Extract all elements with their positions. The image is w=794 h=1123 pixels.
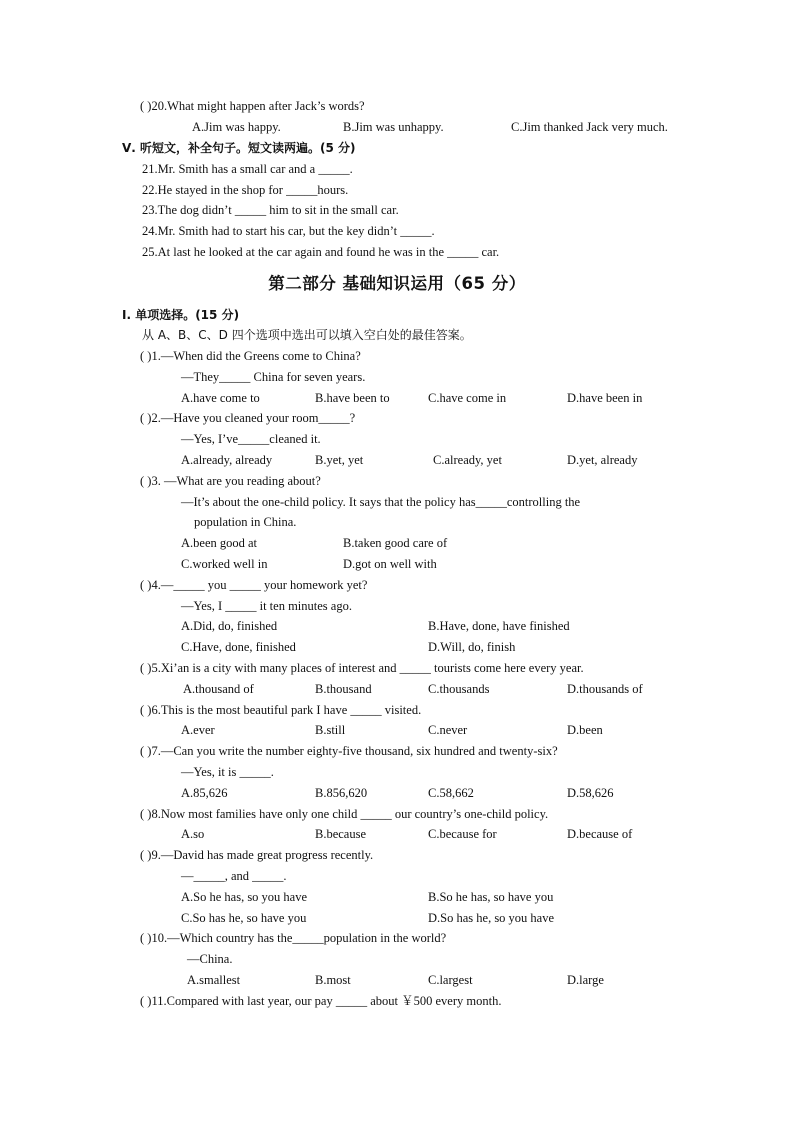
q4-option-a: A.Did, do, finished [181, 619, 278, 633]
q5-option-c: C.thousands [428, 682, 490, 696]
q1-option-c: C.have come in [428, 391, 507, 405]
q10-option-b: B.most [315, 973, 351, 987]
question-2-reply: —Yes, I’ve_____cleaned it. [181, 432, 321, 446]
q9-option-a: A.So he has, so you have [181, 890, 308, 904]
q8-option-b: B.because [315, 827, 367, 841]
sentence-23: 23.The dog didn’t _____ him to sit in the small car. [142, 203, 399, 217]
question-7-reply: —Yes, it is _____. [181, 765, 274, 779]
q9-option-b: B.So he has, so have you [428, 890, 554, 904]
question-11-stem: ( )11.Compared with last year, our pay _____ about ￥500 every month. [140, 994, 502, 1008]
q3-option-c: C.worked well in [181, 557, 268, 571]
question-9-reply: —_____, and _____. [181, 869, 287, 883]
q8-option-d: D.because of [567, 827, 633, 841]
q20-option-b: B.Jim was unhappy. [343, 120, 444, 134]
q3-option-b: B.taken good care of [343, 536, 448, 550]
q10-option-c: C.largest [428, 973, 473, 987]
question-9-stem: ( )9.—David has made great progress recently. [140, 848, 374, 862]
q6-option-c: C.never [428, 723, 468, 737]
q3-option-d: D.got on well with [343, 557, 437, 571]
q8-option-c: C.because for [428, 827, 497, 841]
q1-option-d: D.have been in [567, 391, 643, 405]
q7-option-c: C.58,662 [428, 786, 474, 800]
q6-option-b: B.still [315, 723, 346, 737]
q2-option-d: D.yet, already [567, 453, 638, 467]
part-2-title: 第二部分 基础知识运用（65 分） [268, 274, 526, 293]
section-5-title: Ⅴ. 听短文，补全句子。短文读两遍。(5 分) [122, 141, 356, 155]
question-10-reply: —China. [187, 952, 233, 966]
q20-option-c: C.Jim thanked Jack very much. [511, 120, 668, 134]
q20-option-a: A.Jim was happy. [192, 120, 281, 134]
q8-option-a: A.so [181, 827, 205, 841]
question-2-stem: ( )2.—Have you cleaned your room_____? [140, 411, 356, 425]
section-1-instruction: 从 A、B、C、D 四个选项中选出可以填入空白处的最佳答案。 [142, 328, 472, 342]
question-20-stem: ( )20.What might happen after Jack’s words? [140, 99, 365, 113]
question-6-stem: ( )6.This is the most beautiful park I have _____ visited. [140, 703, 422, 717]
q1-option-a: A.have come to [181, 391, 260, 405]
sentence-25: 25.At last he looked at the car again and found he was in the _____ car. [142, 245, 500, 259]
question-5-stem: ( )5.Xi’an is a city with many places of interest and _____ tourists come here every year. [140, 661, 584, 675]
q5-option-b: B.thousand [315, 682, 372, 696]
q2-option-b: B.yet, yet [315, 453, 364, 467]
sentence-22: 22.He stayed in the shop for _____hours. [142, 183, 349, 197]
question-8-stem: ( )8.Now most families have only one child _____ our country’s one-child policy. [140, 807, 549, 821]
q4-option-c: C.Have, done, finished [181, 640, 296, 654]
sentence-24: 24.Mr. Smith had to start his car, but the key didn’t _____. [142, 224, 435, 238]
question-10-stem: ( )10.—Which country has the_____population in the world? [140, 931, 447, 945]
q6-option-d: D.been [567, 723, 603, 737]
q3-option-a: A.been good at [181, 536, 258, 550]
question-4-reply: —Yes, I _____ it ten minutes ago. [181, 599, 352, 613]
q4-option-b: B.Have, done, have finished [428, 619, 570, 633]
q9-option-c: C.So has he, so have you [181, 911, 307, 925]
q9-option-d: D.So has he, so you have [428, 911, 555, 925]
question-3-reply: —It’s about the one-child policy. It says that the policy has_____controlling the [181, 495, 581, 509]
question-3-stem: ( )3. —What are you reading about? [140, 474, 321, 488]
q2-option-c: C.already, yet [433, 453, 502, 467]
q1-option-b: B.have been to [315, 391, 390, 405]
q6-option-a: A.ever [181, 723, 215, 737]
q10-option-a: A.smallest [187, 973, 241, 987]
question-4-stem: ( )4.—_____ you _____ your homework yet? [140, 578, 368, 592]
q10-option-d: D.large [567, 973, 604, 987]
q4-option-d: D.Will, do, finish [428, 640, 516, 654]
q7-option-b: B.856,620 [315, 786, 368, 800]
q7-option-a: A.85,626 [181, 786, 228, 800]
question-1-reply: —They_____ China for seven years. [181, 370, 366, 384]
question-7-stem: ( )7.—Can you write the number eighty-five thousand, six hundred and twenty-six? [140, 744, 558, 758]
sentence-21: 21.Mr. Smith has a small car and a _____. [142, 162, 353, 176]
q5-option-d: D.thousands of [567, 682, 643, 696]
question-1-stem: ( )1.—When did the Greens come to China? [140, 349, 361, 363]
section-1-title: Ⅰ. 单项选择。(15 分) [122, 308, 240, 322]
q5-option-a: A.thousand of [183, 682, 254, 696]
q7-option-d: D.58,626 [567, 786, 614, 800]
q2-option-a: A.already, already [181, 453, 273, 467]
question-3-reply-cont: population in China. [194, 515, 297, 529]
